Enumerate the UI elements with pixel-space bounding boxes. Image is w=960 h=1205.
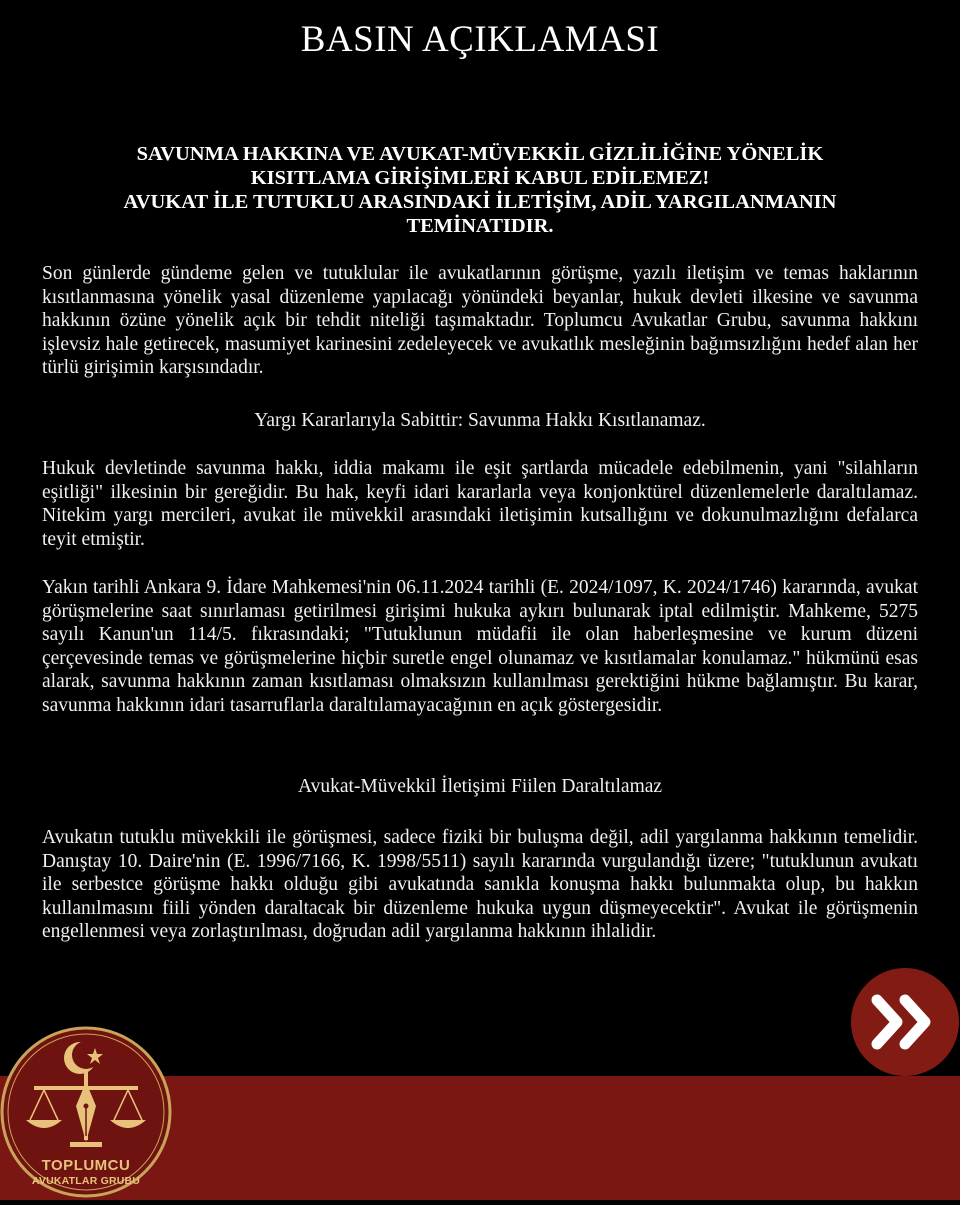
toplumcu-avukatlar-logo [0,1024,172,1200]
headline-line: TEMİNATIDIR. [406,215,554,237]
paragraph-equality-of-arms: Hukuk devletinde savunma hakkı, iddia makamı ile eşit şartlarda mücadele edebilmenin, yani "silahların eşitliği" ilkesinin bir gereğidir. Bu hak, keyfi idari kararlarla veya konjonktürel düzenlemelerle daraltılamaz. Nitekim yargı mercileri, avukat ile müvekkil arasındaki iletişimin kutsallığını ve dokunulmazlığını defalarca teyit etmiştir. [42,458,918,550]
paragraph-intro: Son günlerde gündeme gelen ve tutuklular ile avukatlarının görüşme, yazılı iletişim ve temas haklarının kısıtlanmasına yönelik yasal düzenleme yapılacağı yönündeki beyanlar, hukuk devleti ilkesine ve savunma hakkının özüne yönelik açık bir tehdit niteliği taşımaktadır. Toplumcu Avukatlar Grubu, savunma hakkını işlevsiz hale getirecek, masumiyet karinesini zedeleyecek ve avukatlık mesleğinin bağımsızlığını hedef alan her türlü girişimin karşısındadır. [42,263,918,379]
headline-line: SAVUNMA HAKKINA VE AVUKAT-MÜVEKKİL GİZLİLİĞİNE YÖNELİK [136,143,824,165]
logo-label-line1: TOPLUMCU [41,1157,131,1174]
paragraph-ankara-court-decision: Yakın tarihli Ankara 9. İdare Mahkemesi'nin 06.11.2024 tarihli (E. 2024/1097, K. 2024/1746) kararında, avukat görüşmelerine saat sınırlaması getirilmesi girişimi hukuka aykırı bulunarak iptal edilmiştir. Mahkeme, 5275 sayılı Kanun'un 114/5. fıkrasındaki; "Tutuklunun müdafii ile olan haberleşmesine ve kurum düzeni çerçevesinde temas ve görüşmelerine hiçbir suretle engel olunamaz ve kısıtlamalar konulamaz." hükmünü esas alarak, savunma hakkının zaman kısıtlaması olmaksızın kullanılması gerektiğini hükme bağlamıştır. Bu karar, savunma hakkının idari tasarruflarla daraltılamayacağının en açık göstergesidir. [42,577,918,716]
subheading-judicial-decisions: Yargı Kararlarıyla Sabittir: Savunma Hakkı Kısıtlanamaz. [254,410,706,431]
headline-line: KISITLAMA GİRİŞİMLERİ KABUL EDİLEMEZ! [250,167,710,189]
paragraph-council-of-state-decision: Avukatın tutuklu müvekkili ile görüşmesi, sadece fiziki bir buluşma değil, adil yargılanma hakkının temelidir. Danıştay 10. Daire'nin (E. 1996/7166, K. 1998/5511) sayılı kararında vurgulandığı üzere; "tutuklunun avukatı ile serbestce görüşme hakkı olduğu gibi avukatında sanıkla konuşma hakkı bulunmakta olup, bu hakkın kullanılmasını fiili yönden daraltacak bir düzenleme hukuka uygun düşmeyecektir". Avukat ile görüşmenin engellenmesi veya zorlaştırılması, doğrudan adil yargılanma hakkının ihlalidir. [42,827,918,943]
double-chevron-right-icon [851,968,959,1076]
next-page-button[interactable] [851,968,959,1076]
subheading-lawyer-client-communication: Avukat-Müvekkil İletişimi Fiilen Daraltılamaz [297,776,663,797]
headline [60,142,900,238]
headline-line: AVUKAT İLE TUTUKLU ARASINDAKİ İLETİŞİM, ADİL YARGILANMANIN [123,191,837,213]
page-title: BASIN AÇIKLAMASI [300,19,660,60]
logo-label-line2: AVUKATLAR GRUBU [31,1175,141,1187]
